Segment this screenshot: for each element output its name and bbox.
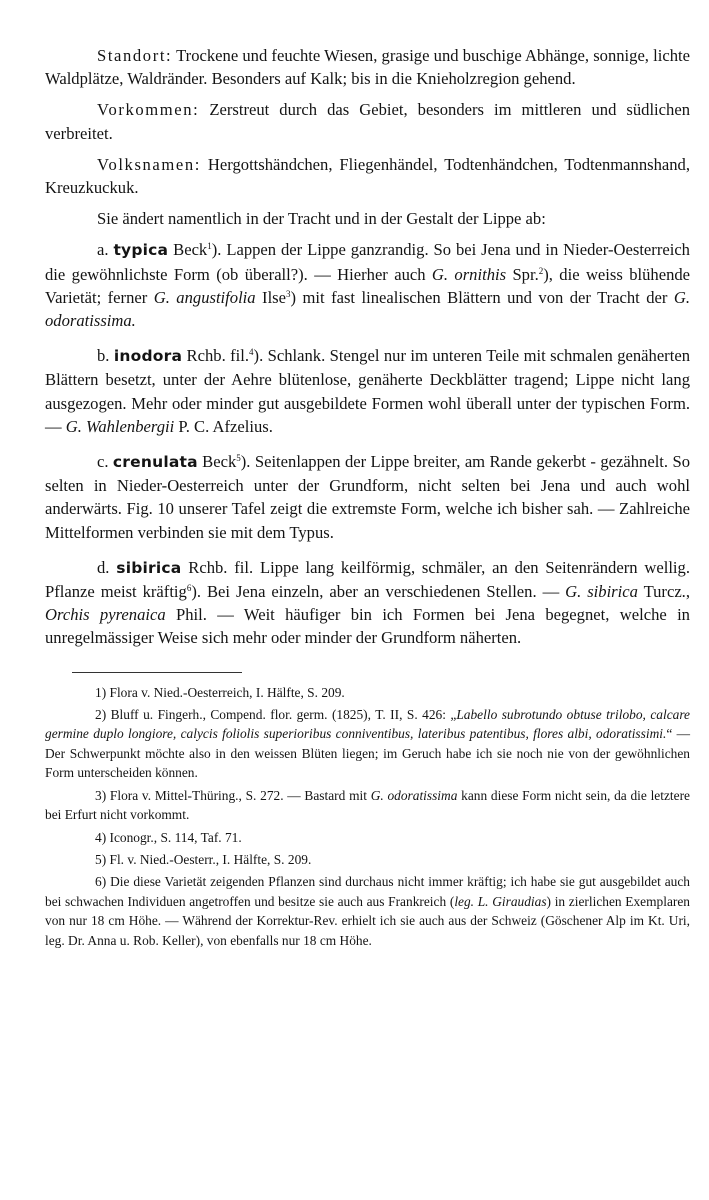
vorkommen-text: Zerstreut durch das Gebiet, besonders im mittleren und südlichen verbreitet.: [45, 100, 690, 143]
footnote-6: [45, 872, 690, 950]
variety-d-letter: d.: [97, 557, 110, 577]
variety-b-text-2: P. C. Afzelius.: [174, 416, 273, 436]
variety-d-text-2: ). Bei Jena einzeln, aber an verschiedenen Stellen. —: [191, 582, 566, 602]
variety-a-text-5: ) mit fast linealischen Blättern und von der Tracht der: [290, 287, 674, 307]
variety-d-text-4: Phil. — Weit häufiger bin ich Formen bei Jena begegnet, welche in unregelmässiger Weise sich mehr oder minder der Grundform näherten.: [45, 605, 690, 648]
page-body: [45, 44, 690, 950]
variety-a-text-4: Ilse: [255, 287, 287, 307]
variety-d-text-1: Lippe lang keilförmig, schmäler, an den Seitenrändern wellig. Pflanze meist kräftig: [45, 557, 690, 602]
variety-c-paragraph: [45, 450, 690, 544]
footnote-3-taxon: G. odoratissima: [370, 787, 458, 803]
variety-a-name: typica: [113, 241, 169, 260]
variety-b-text-1: ). Schlank. Stengel nur im unteren Teile mit schmalen genäherten Blättern besetzt, unter der Aehre blütenlose, genäherte Deckblätter tragend; Lippe nicht lang ausgezogen. Mehr oder minder gut ausgebildete Formen wohl überall unter der typischen Form. —: [45, 346, 690, 436]
footnote-2-quote: Labello subrotundo obtuse trilobo, calcare germine duplo longiore, calycis foliolis superioribus conniventibus, lateribus patentibus, flores albi, odoratissimi.: [45, 707, 690, 742]
variety-a-taxon-2: G. angustifolia: [153, 287, 256, 307]
variety-a-letter: a.: [97, 240, 109, 260]
variety-a-taxon-1: G. ornithis: [431, 264, 507, 284]
footnote-2: [45, 705, 690, 783]
variety-d-name: sibirica: [116, 558, 182, 577]
variety-b-name: inodora: [113, 347, 183, 366]
footnote-5: 5) Fl. v. Nied.-Oesterr., I. Hälfte, S. 209.: [95, 851, 312, 867]
footnote-2-text-a: 2) Bluff u. Fingerh., Compend. flor. germ. (1825), T. II, S. 426: „: [95, 707, 457, 723]
footnote-4: 4) Iconogr., S. 114, Taf. 71.: [95, 829, 242, 845]
variety-a-taxon-3: G. odoratissima.: [45, 287, 691, 331]
variety-a-text-1: ). Lappen der Lippe ganzrandig. So bei Jena und in Nieder-Oesterreich die gewöhnlichste Form (ob überall?). — Hierher auch: [45, 240, 690, 284]
footnote-6-collector: leg. L. Giraudias: [454, 893, 547, 909]
footnote-1: 1) Flora v. Nied.-Oesterreich, I. Hälfte, S. 209.: [95, 684, 345, 700]
footnote-ref-6: 6: [186, 583, 192, 594]
variety-d-taxon-1: G. sibirica: [565, 582, 638, 602]
variety-d-paragraph: [45, 556, 690, 650]
vorkommen-label: Vorkommen:: [97, 100, 200, 120]
variety-d-author: Rchb. fil.: [181, 557, 254, 577]
variety-c-text-1: ). Seitenlappen der Lippe breiter, am Rande gekerbt - gezähnelt. So selten in Nieder-Oesterreich unter der Grundform, nicht selten bei Jena und auch wohl anderwärts. Fig. 10 unserer Tafel zeigt die extremste Form, welche ich bisher sah. — Zahlreiche Mittelformen verbinden sie mit dem Typus.: [45, 452, 690, 542]
footnote-2-text-b: “ — Der Schwerpunkt möchte also in den weissen Blüten liegen; im Geruch habe ich sie noch nie von der gewöhnlichen Form unterscheiden können.: [45, 726, 690, 781]
volksnamen-label: Volksnamen:: [97, 154, 201, 174]
variety-a-author: Beck: [168, 240, 208, 260]
footnote-3-text-a: 3) Flora v. Mittel-Thüring., S. 272. — Bastard mit: [95, 787, 371, 803]
variety-c-name: crenulata: [112, 453, 198, 472]
volksnamen-text: Hergottshändchen, Fliegenhändel, Todtenhändchen, Todtenmannshand, Kreuzkuckuk.: [45, 154, 690, 198]
footnote-ref-5: 5: [236, 453, 241, 464]
variety-a-text-3: ), die weiss blühende Varietät; ferner: [45, 264, 691, 307]
footnote-divider: [72, 672, 242, 673]
variety-b-taxon-1: G. Wahlenbergii: [65, 416, 175, 436]
variety-a-paragraph: [45, 238, 690, 332]
footnote-6-text-b: ) in zierlichen Exemplaren von nur 18 cm Höhe. — Während der Korrektur-Rev. erhielt ich sie auch aus der Schweiz (Göschener Alp im Kt. Uri, leg. Dr. Anna u. Rob. Keller), von ebenfalls nur 18 cm Höhe.: [45, 893, 690, 948]
variety-b-paragraph: [45, 344, 690, 438]
footnote-ref-2: 2: [538, 265, 544, 276]
footnote-3: [45, 786, 690, 825]
standort-label: Standort:: [97, 46, 173, 65]
variety-d-taxon-2: Orchis pyrenaica: [45, 605, 166, 625]
variety-c-letter: c.: [97, 452, 109, 472]
standort-paragraph: [45, 44, 690, 90]
volksnamen-paragraph: [45, 153, 690, 199]
footnote-ref-4: 4: [249, 347, 254, 358]
standort-text: Trockene und feuchte Wiesen, grasige und buschige Abhänge, sonnige, lichte Waldplätze, Waldränder. Besonders auf Kalk; bis in die Knieholzregion gehend.: [45, 46, 690, 89]
variety-c-author: Beck: [197, 452, 237, 472]
footnote-3-text-b: kann diese Form nicht sein, da die letztere bei Erfurt nicht vorkommt.: [45, 787, 690, 823]
variety-b-author: Rchb. fil.: [182, 346, 250, 366]
vorkommen-paragraph: [45, 98, 690, 144]
intro-paragraph: Sie ändert namentlich in der Tracht und in der Gestalt der Lippe ab:: [97, 209, 546, 229]
footnote-6-text-a: 6) Die diese Varietät zeigenden Pflanzen sind durchaus nicht immer kräftig; ich habe sie gut ausgebildet auch bei schwachen Individuen angetroffen und besitze sie auch aus Frankreich (: [45, 874, 690, 909]
variety-a-text-2: Spr.: [506, 264, 539, 284]
variety-b-letter: b.: [97, 346, 110, 366]
variety-d-text-3: Turcz.,: [637, 582, 690, 602]
footnote-ref-3: 3: [286, 288, 291, 299]
footnote-ref-1: 1: [207, 241, 212, 252]
